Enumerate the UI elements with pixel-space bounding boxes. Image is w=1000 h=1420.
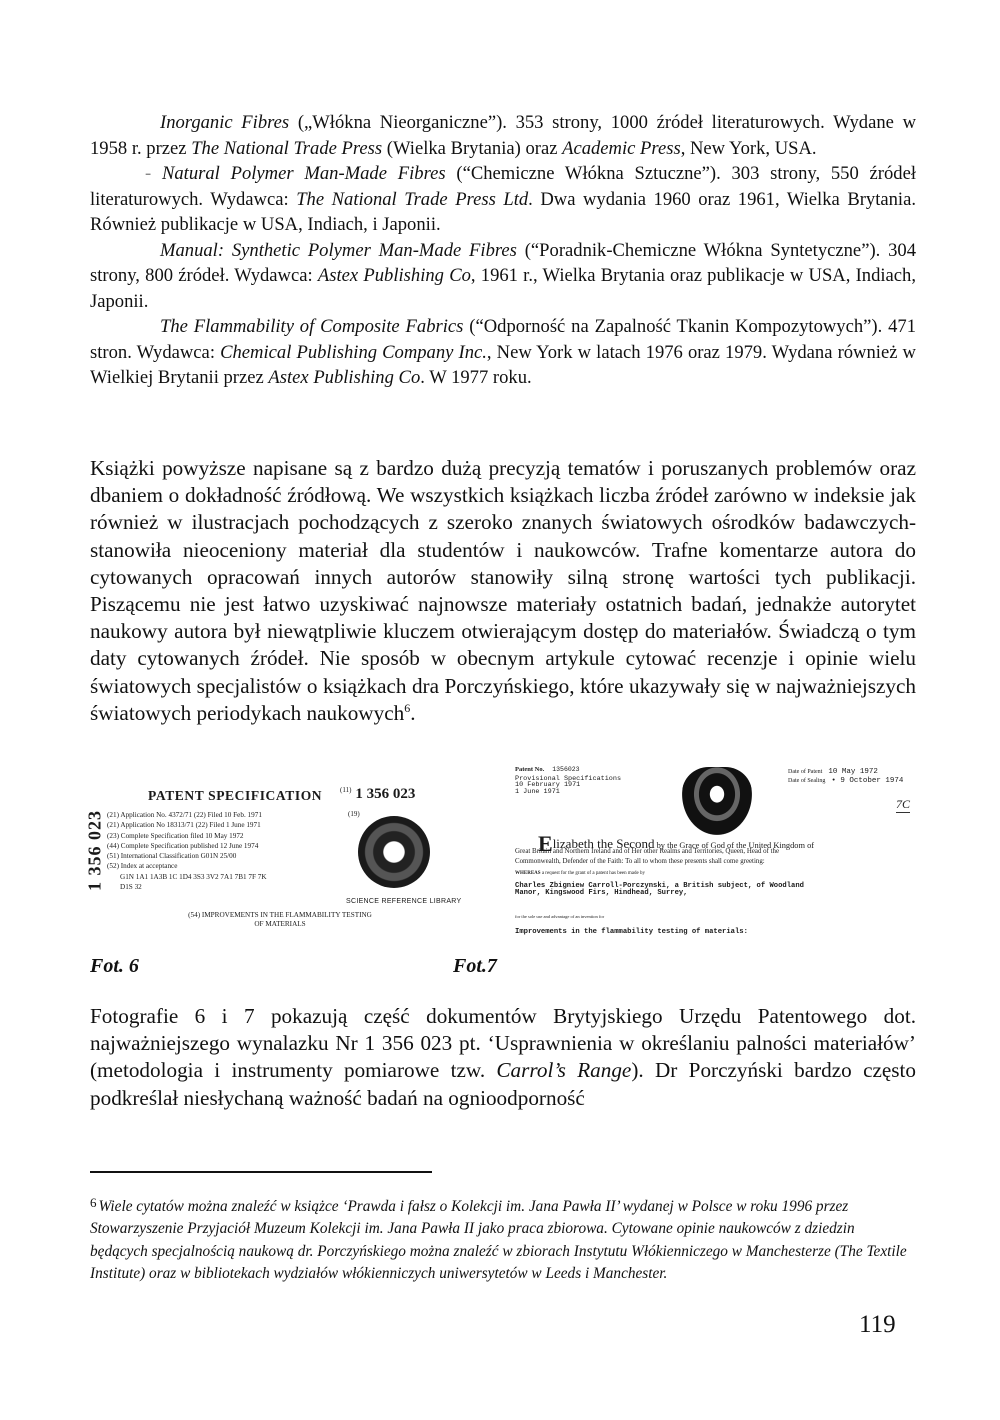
patent-field: D1S 32	[120, 883, 142, 892]
patent-no-label: Patent No.	[515, 766, 545, 773]
whereas-text: a request for the grant of a patent has been made by	[540, 871, 645, 876]
patent-field: (21) Application No 18313/71 (22) Filed 1 June 1971	[107, 821, 261, 830]
book-entry	[90, 238, 916, 315]
applicant-block	[515, 883, 804, 897]
patent-field: (51) International Classification G01N 25/00	[107, 852, 237, 861]
body-paragraph	[90, 1003, 916, 1112]
paragraph-text: Książki powyższe napisane są z bardzo dużą precyzją tematów i poruszanych problemów oraz dbaniem o dokładność źródłową. We wszystkich książkach liczba źródeł zarówno w indeksie jak również w ilustracjach pochodzących z szeroko znanych światowych ośrodków badawczych-stanowiła nieoceniony materiał dla studentów i naukowców. Trafne komentarze autora do cytowanych opracowań innych autorów stanowiły silną stronę wartości tych publikacji. Piszącemu nie jest łatwo uzyskiwać najnowsze materiały ostatnich badań, jednakże autorytet naukowy autora był niewątpliwie kluczem otwierającym dostęp do materiałów. Świadczą o tym daty cytowanych źródeł. Nie sposób w obecnym artykule cytować recenzje i opinie wielu światowych specjalistów o książkach dra Porczyńskiego, które ukazywały się w najważniejszych światowych periodykach naukowych	[90, 456, 916, 725]
provisional-line: 10 February 1971	[515, 781, 581, 790]
publisher: The National Trade Press Ltd	[296, 188, 529, 210]
patent-field: (52) Index at acceptance	[107, 862, 178, 871]
body-paragraph	[90, 455, 916, 727]
applicant-line: Manor, Kingswood Firs, Hindhead, Surrey,	[515, 888, 688, 897]
figure-7-label: Fot.7	[453, 955, 497, 977]
patent-office-seal-icon	[358, 816, 430, 888]
book-desc: (Wielka Brytania) oraz	[382, 137, 563, 159]
patent-field: (23) Complete Specification filed 10 May 1972	[107, 831, 244, 840]
book-title: The Flammability of Composite Fabrics	[160, 316, 464, 337]
paragraph-end: .	[410, 700, 416, 725]
paragraph-text: ). Dr Porczyński bardzo często podkreślał niesłychaną ważność badań na ognioodporność	[90, 1058, 917, 1110]
publisher: Chemical Publishing Company Inc.	[220, 341, 487, 363]
figure-6-label: Fot. 6	[90, 955, 139, 977]
italic-term: Carrol’s Range	[496, 1058, 632, 1083]
provisional-line: 1 June 1971	[515, 787, 560, 796]
book-desc: , 1961 r., Wielka Brytania oraz publikacje w USA, Indiach, Japonii.	[90, 265, 916, 312]
footnote-number: 6	[90, 1195, 97, 1210]
book-desc: (“Poradnik-Chemiczne Włókna Syntetyczne”). 304 strony, 800 źródeł. Wydawca:	[90, 239, 916, 286]
page-number: 119	[859, 1311, 896, 1338]
publisher: The National Trade Press	[191, 137, 383, 159]
footnote-text: Wiele cytatów można znaleźć w książce ‘Prawda i fałsz o Kolekcji im. Jana Pawła II’ wydanej w Polsce w roku 1996 przez Stowarzyszenie Przyjaciół Muzeum Kolekcji im. Jana Pawła II jako praca zbiorowa. Cytowane opinie naukowców z dziedzin będących specjalnością naukową dr. Porczyńskiego można znaleźć w zbiorach Instytutu Włókienniczego w Manchesterze (The Textile Institute) oraz w bibliotekach wydziałów włókienniczych uniwersytetów w Leeds i Manchester.	[90, 1198, 907, 1283]
book-desc: . Dwa wydania 1960 oraz 1961, Wielka Brytania. Również publikacje w USA, Indiach, i Japonii.	[90, 188, 916, 235]
footnote-reference[interactable]: 6	[404, 700, 411, 715]
library-stamp: SCIENCE REFERENCE LIBRARY	[346, 898, 462, 905]
patent-no-line	[515, 767, 580, 774]
preamble-line: Commonwealth, Defender of the Faith: To all to whom these presents shall come greeting:	[515, 858, 765, 865]
footnote-divider	[90, 1171, 432, 1173]
patent-spec-title: PATENT SPECIFICATION	[148, 788, 323, 803]
patent-no-value: 1356023	[552, 766, 580, 773]
patent-title	[160, 911, 400, 928]
date-label: Date of Patent	[788, 769, 823, 775]
whereas-label: WHEREAS	[515, 871, 541, 876]
decorative-initial: E	[538, 831, 553, 856]
preamble-text: by the Grace of God of the United Kingdom of	[654, 841, 815, 850]
patent-title-line: OF MATERIALS	[254, 919, 306, 928]
footnote	[90, 1192, 916, 1286]
book-entry	[90, 161, 916, 238]
patent-number	[340, 786, 415, 803]
book-desc: (“Chemiczne Włókna Sztuczne”). 303 strony, 550 źródeł literaturowych. Wydawca:	[90, 163, 916, 210]
date-value: 10 May 1972	[828, 768, 878, 776]
date-label: Date of Sealing	[788, 778, 826, 784]
book-entry	[90, 314, 916, 391]
field-code: (11)	[340, 786, 352, 794]
date-value: • 9 October 1974	[831, 777, 904, 785]
book-entry	[90, 110, 916, 161]
book-desc: (“Odporność na Zapalność Tkanin Kompozytowych”). 471 stron. Wydawca:	[90, 316, 916, 363]
patent-fields	[107, 810, 267, 892]
patent-field: (21) Application No. 4372/71 (22) Filed 10 Feb. 1971	[107, 811, 262, 819]
royal-coat-of-arms-icon	[682, 767, 752, 835]
provisional-line: Provisional Specifications	[515, 775, 622, 783]
patent-field: G1N 1A1 1A3B 1C 1D4 3S3 3V2 7A1 7B1 7F 7K	[120, 872, 267, 881]
figure-7-letters-patent	[510, 762, 920, 962]
book-desc: . W 1977 roku.	[420, 367, 532, 388]
paragraph-text: Fotografie 6 i 7 pokazują część dokumentów Brytyjskiego Urzędu Patentowego dot. najważniejszego wynalazku Nr 1 356 023 pt. ‘Usprawnienia w określaniu palności materiałów’ (metodologia i instrumenty pomiarowe tzw.	[90, 1004, 916, 1083]
seal-code: (19)	[348, 810, 360, 818]
vertical-patent-number: 1 356 023	[84, 810, 105, 891]
publisher: Academic Press	[562, 137, 681, 159]
whereas-line	[515, 871, 645, 876]
publisher: Astex Publishing Co	[268, 367, 421, 388]
dash-prefix: -	[145, 163, 162, 184]
book-title: Inorganic Fibres	[160, 112, 290, 133]
book-desc: („Włókna Nieorganiczne”). 353 strony, 1000 źródeł literaturowych. Wydane w 1958 r. przez	[90, 112, 916, 159]
patent-number-value: 1 356 023	[355, 786, 416, 802]
book-desc: , New York w latach 1976 oraz 1979. Wydana również w Wielkiej Brytanii przez	[90, 341, 916, 388]
book-title: Natural Polymer Man-Made Fibres	[161, 163, 446, 184]
patent-dates	[788, 768, 903, 786]
book-list	[90, 110, 916, 391]
patent-field: (44) Complete Specification published 12 June 1974	[107, 841, 259, 850]
handwritten-note: 7C	[896, 797, 911, 811]
figure-6-patent-specification	[84, 780, 500, 945]
book-title: Manual: Synthetic Polymer Man-Made Fibres	[160, 239, 517, 261]
preamble-line: Great Britain and Northern Ireland and of Her other Realms and Territories, Queen, Head of the	[515, 848, 780, 855]
invention-title: Improvements in the flammability testing of materials:	[515, 928, 748, 936]
applicant-line: Charles Zbigniew Carroll-Porczynski, a British subject, of Woodland	[515, 882, 804, 890]
preamble-name: lizabeth the Second	[552, 836, 655, 851]
publisher: Astex Publishing Co	[317, 265, 471, 286]
sole-use-line: for the sole use and advantage of an invention for	[515, 914, 605, 919]
book-desc: , New York, USA.	[680, 137, 817, 159]
patent-title-line: (54) IMPROVEMENTS IN THE FLAMMABILITY TESTING	[188, 911, 372, 919]
preamble-continuation	[515, 847, 779, 867]
provisional-specs	[515, 776, 621, 795]
